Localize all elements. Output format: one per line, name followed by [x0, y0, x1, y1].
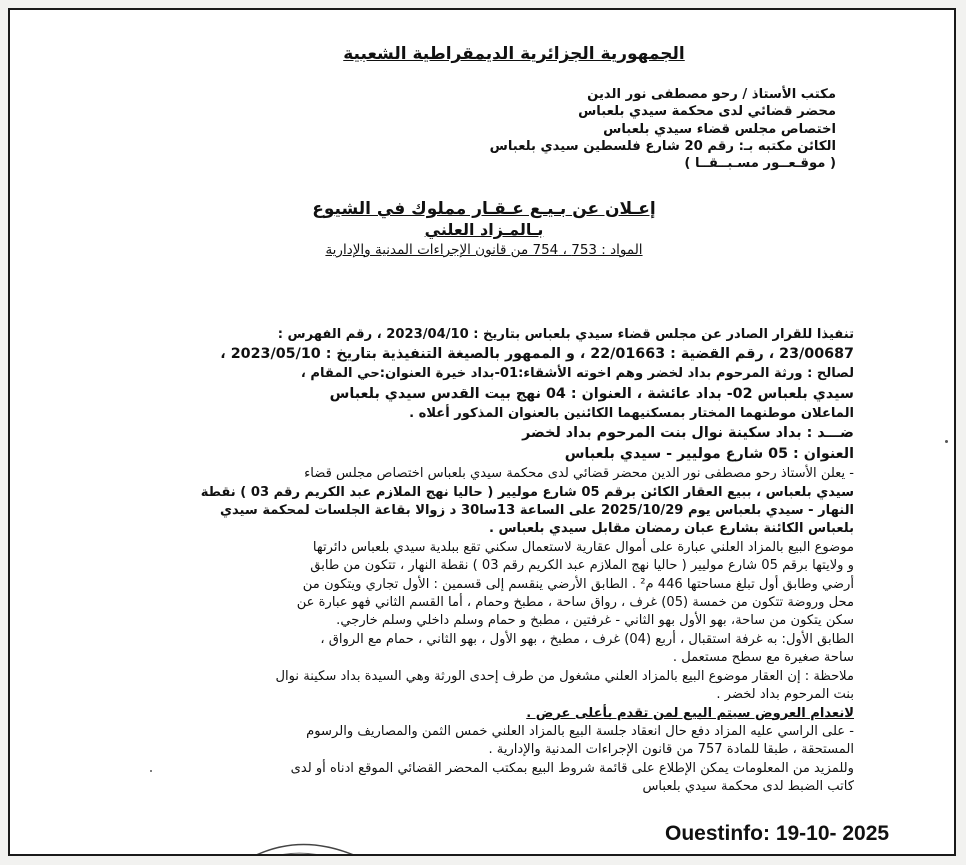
body-line: الطابق الأول: به غرفة استقبال ، أربع (04) غرف ، مطبخ ، بهو الأول ، بهو الثاني ، حمام مع الرواق ،: [320, 631, 854, 647]
office-line: مكتب الأستاذ / رحو مصطفى نور الدين: [587, 87, 836, 102]
body-line: سكن يتكون من ساحة، بهو الأول بهو الثاني - غرفتين ، مطبخ و حمام وسلم داخلي وسلم خارجي.: [336, 613, 854, 629]
body-line: أرضي وطابق أول تبلغ مساحتها 446 م² . الطابق الأرضي ينقسم إلى قسمين : الأول تجاري ويتكون من: [302, 576, 854, 592]
body-line: - على الراسي عليه المزاد دفع حال انعقاد جلسة البيع بالمزاد العلني خمس الثمن والمصاريف والرسوم: [306, 723, 854, 739]
body-line: موضوع البيع بالمزاد العلني عبارة على أموال عقارية لاستعمال سكني تقع ببلدية سيدي بلعباس دائرتها: [312, 539, 854, 555]
source-watermark: Ouestinfo: 19-10- 2025: [665, 822, 890, 845]
office-line: اختصاص مجلس قضاء سيدي بلعباس: [603, 121, 836, 137]
notice-title: إعـلان عن بـيـع عـقـار مملوك في الشيوع: [312, 199, 656, 219]
body-line: تنفيذا للقرار الصادر عن مجلس قضاء سيدي بلعباس بتاريخ : 2023/04/10 ، رقم الفهرس :: [277, 327, 854, 342]
body-line: و ولايتها برقم 05 شارع موليير ( حاليا نهج الملازم عبد الكريم رقم 03 ) نقطة النهار ، تتكون من طابق: [310, 558, 854, 574]
body-line: كاتب الضبط لدى محكمة سيدي بلعباس: [642, 779, 854, 795]
against-address: العنوان : 05 شارع موليير - سيدي بلعباس: [564, 446, 854, 463]
body-line: لصالح : ورثة المرحوم بداد لخضر وهم اخوته الأشقاء:01-بداد خيرة العنوان:حي المقام ،: [300, 366, 854, 382]
bailiff-office-block: [216, 86, 836, 172]
sale-date-line: النهار - سيدي بلعباس يوم 2025/10/29 على الساعة 13سا30 د زوالا بقاعة الجلسات لمحكمة سيدي: [219, 503, 854, 519]
office-line: محضر قضائي لدى محكمة سيدي بلعباس: [578, 104, 836, 120]
notice-title-block: [10, 198, 956, 260]
body-line: ساحة صغيرة مع سطح مستعمل .: [672, 650, 854, 666]
note-line: بنت المرحوم بداد لخضر .: [716, 687, 854, 703]
body-line: المستحقة ، طبقا للمادة 757 من قانون الإجراءات المدنية والإدارية .: [488, 742, 854, 758]
legal-notice-document: [8, 8, 956, 856]
body-line: محل وروضة تتكون من خمسة (05) غرف ، رواق ساحة ، مطبخ وحمام ، أما القسم الثاني فهو عبارة عن: [296, 595, 854, 611]
notice-body: [74, 326, 854, 797]
bidding-rule: لانعدام العروض سيتم البيع لمن تقدم بأعلى عرض .: [526, 705, 854, 721]
body-line: سيدي بلعباس ، ببيع العقار الكائن برقم 05 شارع موليير ( حاليا نهج الملازم عبد الكريم رقم 03 ) نقطة: [200, 484, 854, 500]
against-party: ضـــد : بداد سكينة نوال بنت المرحوم بداد لخضر: [522, 425, 854, 442]
office-line: ( موقـعــور مسـبــقــا ): [684, 156, 836, 172]
legal-articles-reference: المواد : 753 ، 754 من قانون الإجراءات المدنية والإدارية: [325, 242, 643, 258]
note-line: ملاحظة : إن العقار موضوع البيع بالمزاد العلني مشغول من طرف إحدى الورثة وهي السيدة بداد سكينة نوال: [275, 668, 854, 684]
body-line: وللمزيد من المعلومات يمكن الإطلاع على قائمة شروط البيع بمكتب المحضر القضائي الموقع ادناه أو لدى: [290, 760, 854, 776]
notice-subtitle: بـالمـزاد العلني: [424, 220, 544, 239]
body-line: الماعلان موطنهما المختار بمسكنيهما الكائنين بالعنوان المذكور أعلاه .: [409, 405, 854, 421]
republic-heading: الجمهورية الجزائرية الديمقراطية الشعبية: [343, 44, 685, 64]
office-line: الكائن مكتبه بـ: رقم 20 شارع فلسطين سيدي بلعباس: [489, 138, 836, 154]
body-line: - يعلن الأستاذ رحو مصطفى نور الدين محضر قضائي لدى محكمة سيدي بلعباس اختصاص مجلس قضاء: [304, 466, 854, 482]
official-stamp: [216, 816, 366, 856]
body-line: 23/00687 ، رقم القضية : 22/01663 ، و الممهور بالصيغة التنفيذية بتاريخ : 2023/05/10 ،: [220, 346, 854, 363]
body-line: بلعباس الكائنة بشارع عبان رمضان مقابل سيدي بلعباس .: [488, 521, 854, 537]
body-line: سيدي بلعباس 02- بداد عائشة ، العنوان : 04 نهج بيت القدس سيدي بلعباس: [329, 385, 854, 402]
